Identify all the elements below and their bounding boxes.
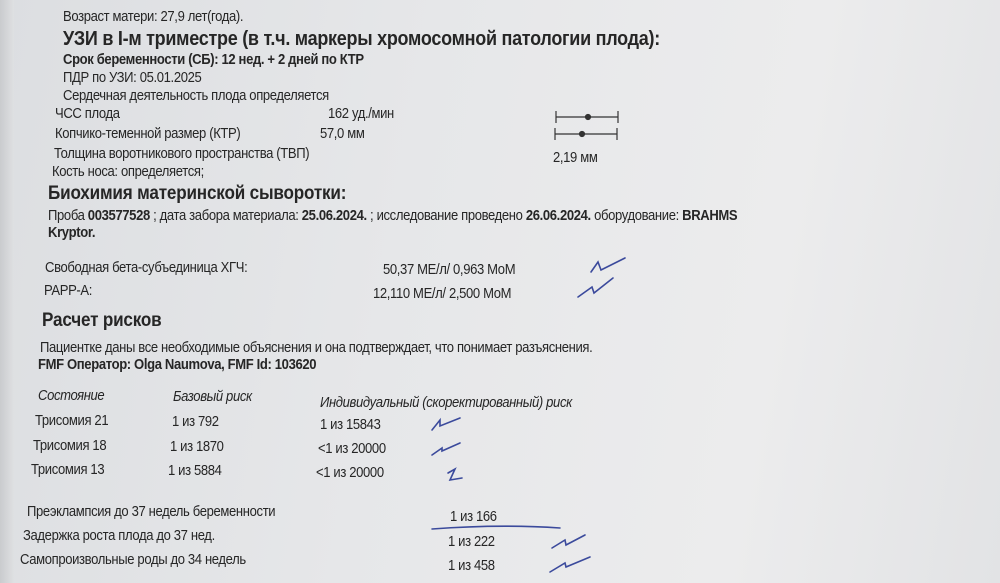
pen-check-icon [448,469,462,480]
header-base-risk: Базовый риск [173,389,252,405]
hcg-label: Свободная бета-субъединица ХГЧ: [45,260,248,276]
preeclampsia-underline [432,526,560,529]
crl-label: Копчико-теменной размер (КТР) [55,126,241,142]
table-cell: Трисомия 21 [35,413,109,429]
hcg-value: 50,37 МЕ/л/ 0,963 МоМ [383,262,516,278]
table-cell: <1 из 20000 [316,465,384,481]
pen-check-icon [550,557,590,572]
sample-text: ; дата забора материала: [149,208,302,224]
header-individual-risk: Индивидуальный (скоректированный) риск [320,395,572,411]
nasal-bone: Кость носа: определяется; [52,164,204,180]
test-date: 26.06.2024. [525,208,591,224]
table-cell: 1 из 792 [172,414,219,430]
consent-text: Пациентке даны все необходимые объяснения и она подтверждает, что понимает разъяснения. [40,340,593,356]
preterm-value: 1 из 458 [448,558,495,574]
table-cell: 1 из 5884 [168,463,222,479]
pen-check-icon [432,418,460,430]
equipment: BRAHMS [682,208,738,224]
sample-text: ; исследование проведено [366,208,526,224]
table-cell: <1 из 20000 [318,441,386,457]
pen-check-icon [552,535,585,548]
equipment-cont: Kryptor. [48,225,96,241]
nt-label: Толщина воротникового пространства (ТВП) [54,146,310,162]
operator: FMF Оператор: Olga Naumova, FMF Id: 103620 [38,357,317,373]
pappa-label: PAPP-A: [44,283,93,299]
pen-check-icon [591,258,625,272]
heart-activity: Сердечная деятельность плода определяется [63,88,329,104]
heart-rate-value: 162 уд./мин [328,106,394,122]
nt-value: 2,19 мм [553,150,598,166]
table-cell: Трисомия 18 [33,438,107,454]
fgr-value: 1 из 222 [448,534,495,550]
table-cell: Трисомия 13 [31,462,105,478]
preterm-label: Самопроизвольные роды до 34 недель [20,552,246,568]
ultrasound-title: УЗИ в I-м триместре (в т.ч. маркеры хромосомной патологии плода): [63,28,660,50]
pen-check-icon [432,443,460,455]
table-cell: 1 из 15843 [320,417,381,433]
header-condition: Состояние [38,388,105,404]
biochem-title: Биохимия материнской сыворотки: [48,183,347,204]
sample-text: оборудование: [590,208,683,224]
crl-value: 57,0 мм [320,126,365,142]
collection-date: 25.06.2024. [301,208,367,224]
pen-check-icon [578,278,613,297]
table-cell: 1 из 1870 [170,439,224,455]
gestational-age: Срок беременности (СБ): 12 нед. + 2 дней по КТР [63,52,364,68]
preeclampsia-value: 1 из 166 [450,509,497,525]
sample-id: 003577528 [87,208,150,224]
fgr-label: Задержка роста плода до 37 нед. [23,528,215,544]
mother-age: Возраст матери: 27,9 лет(года). [63,9,244,25]
heart-rate-label: ЧСС плода [55,106,120,122]
pappa-value: 12,110 МЕ/л/ 2,500 МоМ [373,286,512,302]
due-date: ПДР по УЗИ: 05.01.2025 [63,70,202,86]
sample-prefix: Проба [48,208,88,224]
risk-title: Расчет рисков [42,310,162,331]
preeclampsia-label: Преэклампсия до 37 недель беременности [27,504,276,520]
